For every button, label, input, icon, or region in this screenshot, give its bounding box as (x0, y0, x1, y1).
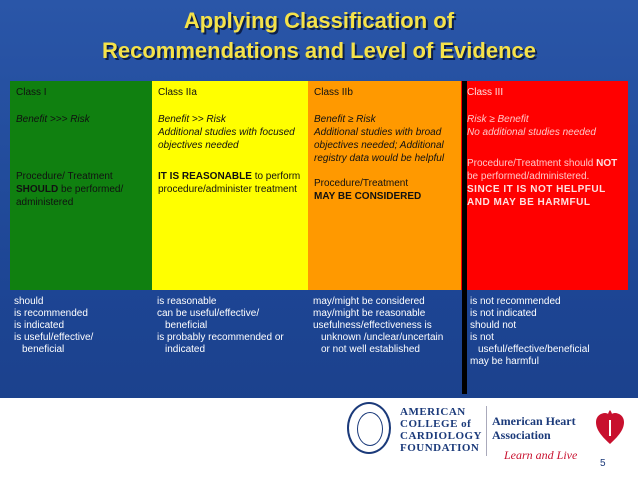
class-iii-proc-pre: Procedure/Treatment should (467, 158, 594, 169)
class-iib-header: Class IIb (314, 87, 353, 98)
aha-tagline: Learn and Live (504, 448, 578, 462)
class-i-proc-post: be performed/ administered (16, 184, 124, 208)
phrase: is not recommended (470, 296, 561, 307)
class-iii-proc-mid: be performed/administered. (467, 171, 590, 182)
phrase: is recommended (14, 308, 88, 319)
phrase: is indicated (14, 320, 65, 331)
phrase: unknown /unclear/uncertain (321, 332, 444, 343)
class-iia-box (152, 81, 308, 290)
phrase: indicated (165, 344, 206, 355)
aha-line1: American Heart (492, 414, 576, 428)
class-iii-divider-bar (462, 81, 467, 394)
class-i-header: Class I (16, 87, 47, 98)
phrase: should (14, 296, 44, 307)
phrase: is reasonable (157, 296, 217, 307)
acc-logo-text (400, 406, 482, 454)
acc-line: COLLEGE of (400, 418, 472, 430)
phrase: or not well established (321, 344, 420, 355)
class-iii-proc-not: NOT (596, 158, 618, 169)
class-iia-risk: Benefit >> Risk (158, 114, 226, 125)
phrase: can be useful/effective/ (157, 308, 260, 319)
phrase: should not (470, 320, 517, 331)
phrase: beneficial (165, 320, 208, 331)
class-iii-box (461, 81, 628, 290)
acc-line: AMERICAN (400, 406, 466, 418)
acc-line: CARDIOLOGY (400, 430, 483, 442)
phrase: may/might be considered (313, 296, 425, 307)
phrase: useful/effective/beneficial (478, 344, 590, 355)
class-iii-proc-strong: SINCE IT IS NOT HELPFUL AND MAY BE HARMFUL (467, 184, 606, 208)
class-iii-phrases (470, 296, 590, 368)
class-iib-proc-pre: Procedure/Treatment (314, 178, 409, 189)
acc-line: FOUNDATION (400, 442, 480, 454)
phrase: is not (470, 332, 494, 343)
class-iib-phrases (313, 296, 443, 356)
class-iia-proc-post: to perform procedure/administer treatment (158, 171, 301, 195)
phrase: may be harmful (470, 356, 539, 367)
slide-title-line1: Applying Classification of (183, 8, 455, 33)
phrase: is not indicated (470, 308, 537, 319)
class-iia-phrases (157, 296, 284, 356)
aha-line2: Association (492, 428, 551, 442)
class-iia-header: Class IIa (158, 87, 197, 98)
class-i-box (10, 81, 152, 290)
class-i-risk: Benefit >>> Risk (16, 114, 90, 125)
page-number: 5 (600, 458, 606, 469)
logo-divider (486, 406, 487, 456)
acc-seal-icon (347, 402, 391, 454)
class-iia-studies: Additional studies with focused objectives needed (158, 127, 295, 151)
phrase: may/might be reasonable (313, 308, 426, 319)
phrase: usefulness/effectiveness is (313, 320, 432, 331)
class-i-proc-strong: SHOULD (16, 184, 59, 195)
class-iib-proc-strong: MAY BE CONSIDERED (314, 191, 422, 202)
class-iib-box (308, 81, 461, 290)
class-iib-studies: Additional studies with broad objectives needed; Additional registry data would be helpful (314, 127, 445, 164)
aha-logo-text (492, 414, 577, 462)
phrase: beneficial (22, 344, 65, 355)
phrase: is probably recommended or (157, 332, 284, 343)
class-iia-proc-strong: IT IS REASONABLE (158, 171, 252, 182)
class-iii-risk: Risk ≥ Benefit (467, 114, 529, 125)
class-i-proc-pre: Procedure/ Treatment (16, 171, 113, 182)
heart-torch-icon (595, 406, 625, 446)
phrase: is useful/effective/ (14, 332, 94, 343)
class-iii-studies: No additional studies needed (467, 127, 596, 138)
class-iib-risk: Benefit ≥ Risk (314, 114, 376, 125)
class-i-phrases (14, 296, 93, 356)
class-iii-header: Class III (467, 87, 504, 98)
slide-title-line2: Recommendations and Level of Evidence (101, 38, 536, 63)
